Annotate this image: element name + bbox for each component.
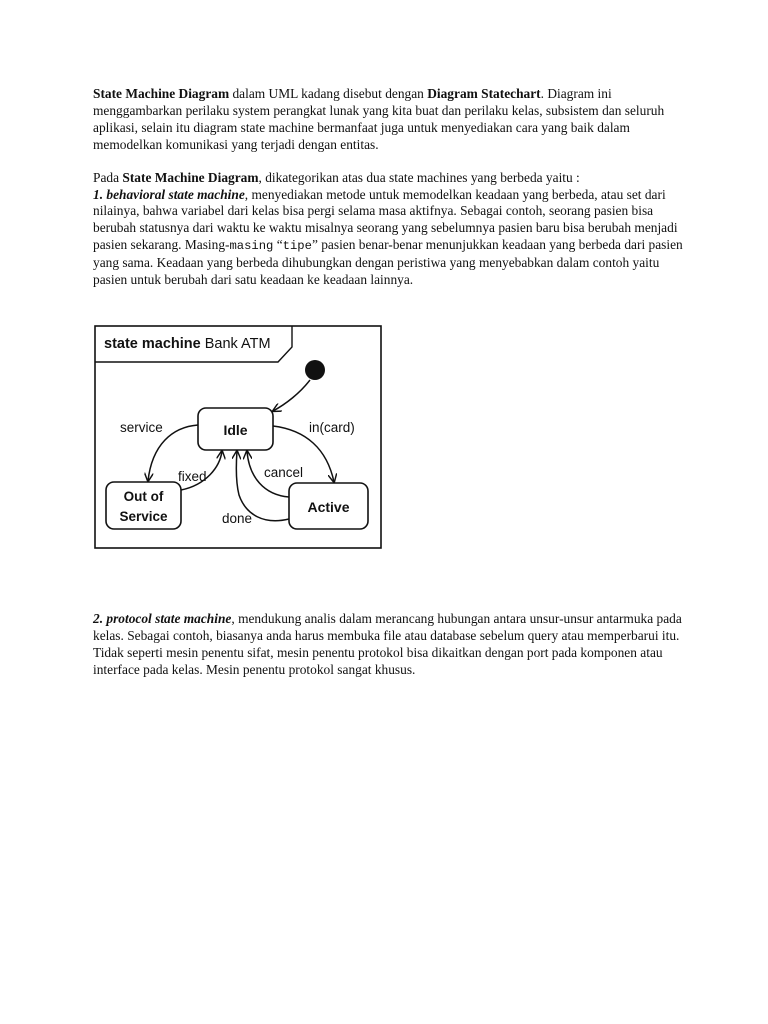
state-out-of-service-label-1: Out of [123, 489, 164, 504]
heading-behavioral-state-machine: 1. behavioral state machine [93, 186, 245, 202]
paragraph-intro: State Machine Diagram dalam UML kadang disebut dengan Diagram Statechart. Diagram ini menggambarkan perilaku system perangkat lunak yang kita buat dan perilaku kelas, subsistem dan seluruh aplikasi, selain itu diagram state machine bermanfaat juga untuk menyediakan cara yang baik dalam memodelkan komunikasi yang terjadi dengan entitas. [93, 86, 665, 152]
state-machine-diagram [94, 325, 382, 549]
state-out-of-service-label-2: Service [119, 509, 168, 524]
label-fixed: fixed [178, 469, 207, 484]
label-service: service [120, 420, 163, 435]
term-diagram-statechart: Diagram Statechart [427, 86, 541, 101]
label-in-card: in(card) [309, 420, 355, 435]
label-done: done [222, 511, 253, 526]
heading-protocol-state-machine: 2. protocol state machine [93, 611, 232, 626]
initial-state-dot [305, 360, 325, 380]
frame-title: state machine Bank ATM [104, 336, 271, 352]
term-state-machine-diagram: State Machine Diagram [93, 86, 230, 101]
state-idle-label: Idle [223, 422, 248, 438]
state-active-label: Active [307, 499, 350, 515]
document-body [93, 86, 683, 289]
label-cancel: cancel [264, 465, 304, 480]
paragraph-categories: Pada State Machine Diagram, dikategorikan atas dua state machines yang berbeda yaitu : 1. behavioral state machine, menyediakan metode untuk memodelkan keadaan yang berbeda, atau set dari nilainya, bahwa variabel dari kelas bisa pergi selama masa aktifnya. Sebagai contoh, seorang pasien bisa berubah statusnya dari waktu ke waktu misalnya seorang yang sebelumnya pasien baru bisa berubah menjadi pasien sekarang. Masing-masing “tipe” pasien benar-benar menunjukkan keadaan yang berbeda dari pasien yang sama. Keadaan yang berbeda dihubungkan dengan peristiwa yang menyebabkan dalam contoh yaitu pasien untuk berubah dari satu keadaan ke keadaan lainnya. [93, 169, 683, 288]
term-state-machine-diagram-2: State Machine Diagram [122, 169, 259, 185]
paragraph-protocol: 2. protocol state machine, mendukung analis dalam merancang hubungan antara unsur-unsur antarmuka pada kelas. Sebagai contoh, biasanya anda harus membuka file atau database sebelum query atau memperbarui itu. Tidak seperti mesin penentu sifat, mesin penentu protokol bisa dikaitkan dengan port pada komponen atau interface pada kelas. Mesin penentu protokol sangat khusus. [93, 611, 682, 677]
